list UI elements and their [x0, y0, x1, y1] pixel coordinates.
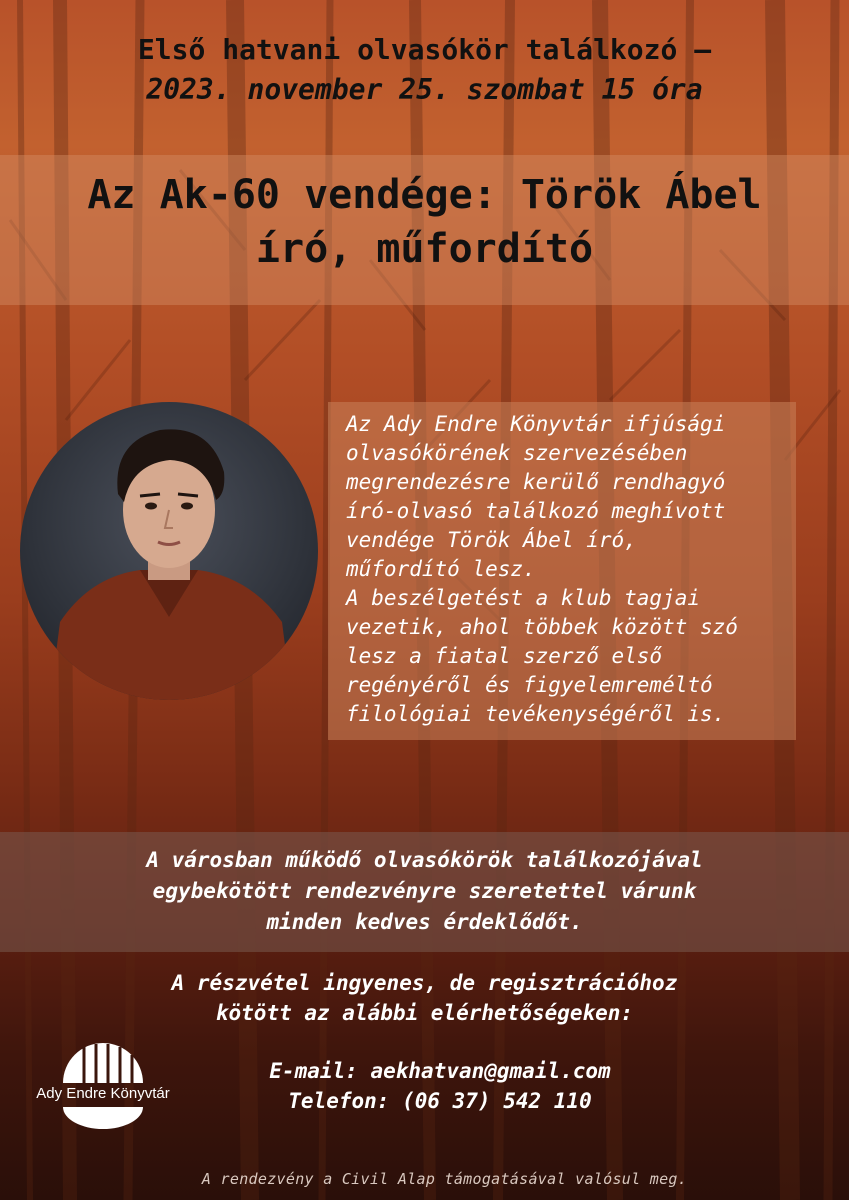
event-date: 2023. november 25. szombat 15 óra: [146, 73, 703, 106]
contact-email[interactable]: E-mail: aekhatvan@gmail.com: [269, 1059, 611, 1083]
event-header: [0, 30, 849, 110]
guest-title: [0, 168, 849, 276]
library-logo: [18, 1035, 188, 1130]
registration-text: A részvétel ingyenes, de regisztrációhoz kötött az alábbi elérhetőségeken:: [171, 971, 678, 1025]
invitation-text: A városban működő olvasókörök találkozójával egybekötött rendezvényre szeretettel várunk minden kedves érdeklődőt.: [146, 848, 703, 934]
guest-title-line1: Az Ak-60 vendége: Török Ábel: [87, 172, 762, 218]
contact-info: [160, 1056, 720, 1116]
sponsor-footer: A rendezvény a Civil Alap támogatásával valósul meg.: [201, 1170, 688, 1188]
event-description: Az Ady Endre Könyvtár ifjúsági olvasókörének szervezésében megrendezésre kerülő rendhagyó író-olvasó találkozó meghívott vendége Török Ábel író, műfordító lesz. A beszélgetést a klub tagjai vezetik, ahol többek között szó lesz a fiatal szerző első regényéről és figyelemreméltó filológiai tevékenységéről is.: [346, 412, 738, 726]
portrait-illustration: [20, 402, 318, 700]
library-logo-text: Ady Endre Könyvtár: [36, 1085, 170, 1102]
library-logo-icon: [18, 1035, 188, 1130]
guest-portrait: [20, 402, 318, 700]
guest-title-line2: író, műfordító: [255, 226, 594, 272]
contact-phone[interactable]: Telefon: (06 37) 542 110: [288, 1089, 592, 1113]
event-title: Első hatvani olvasókör találkozó –: [137, 33, 712, 66]
